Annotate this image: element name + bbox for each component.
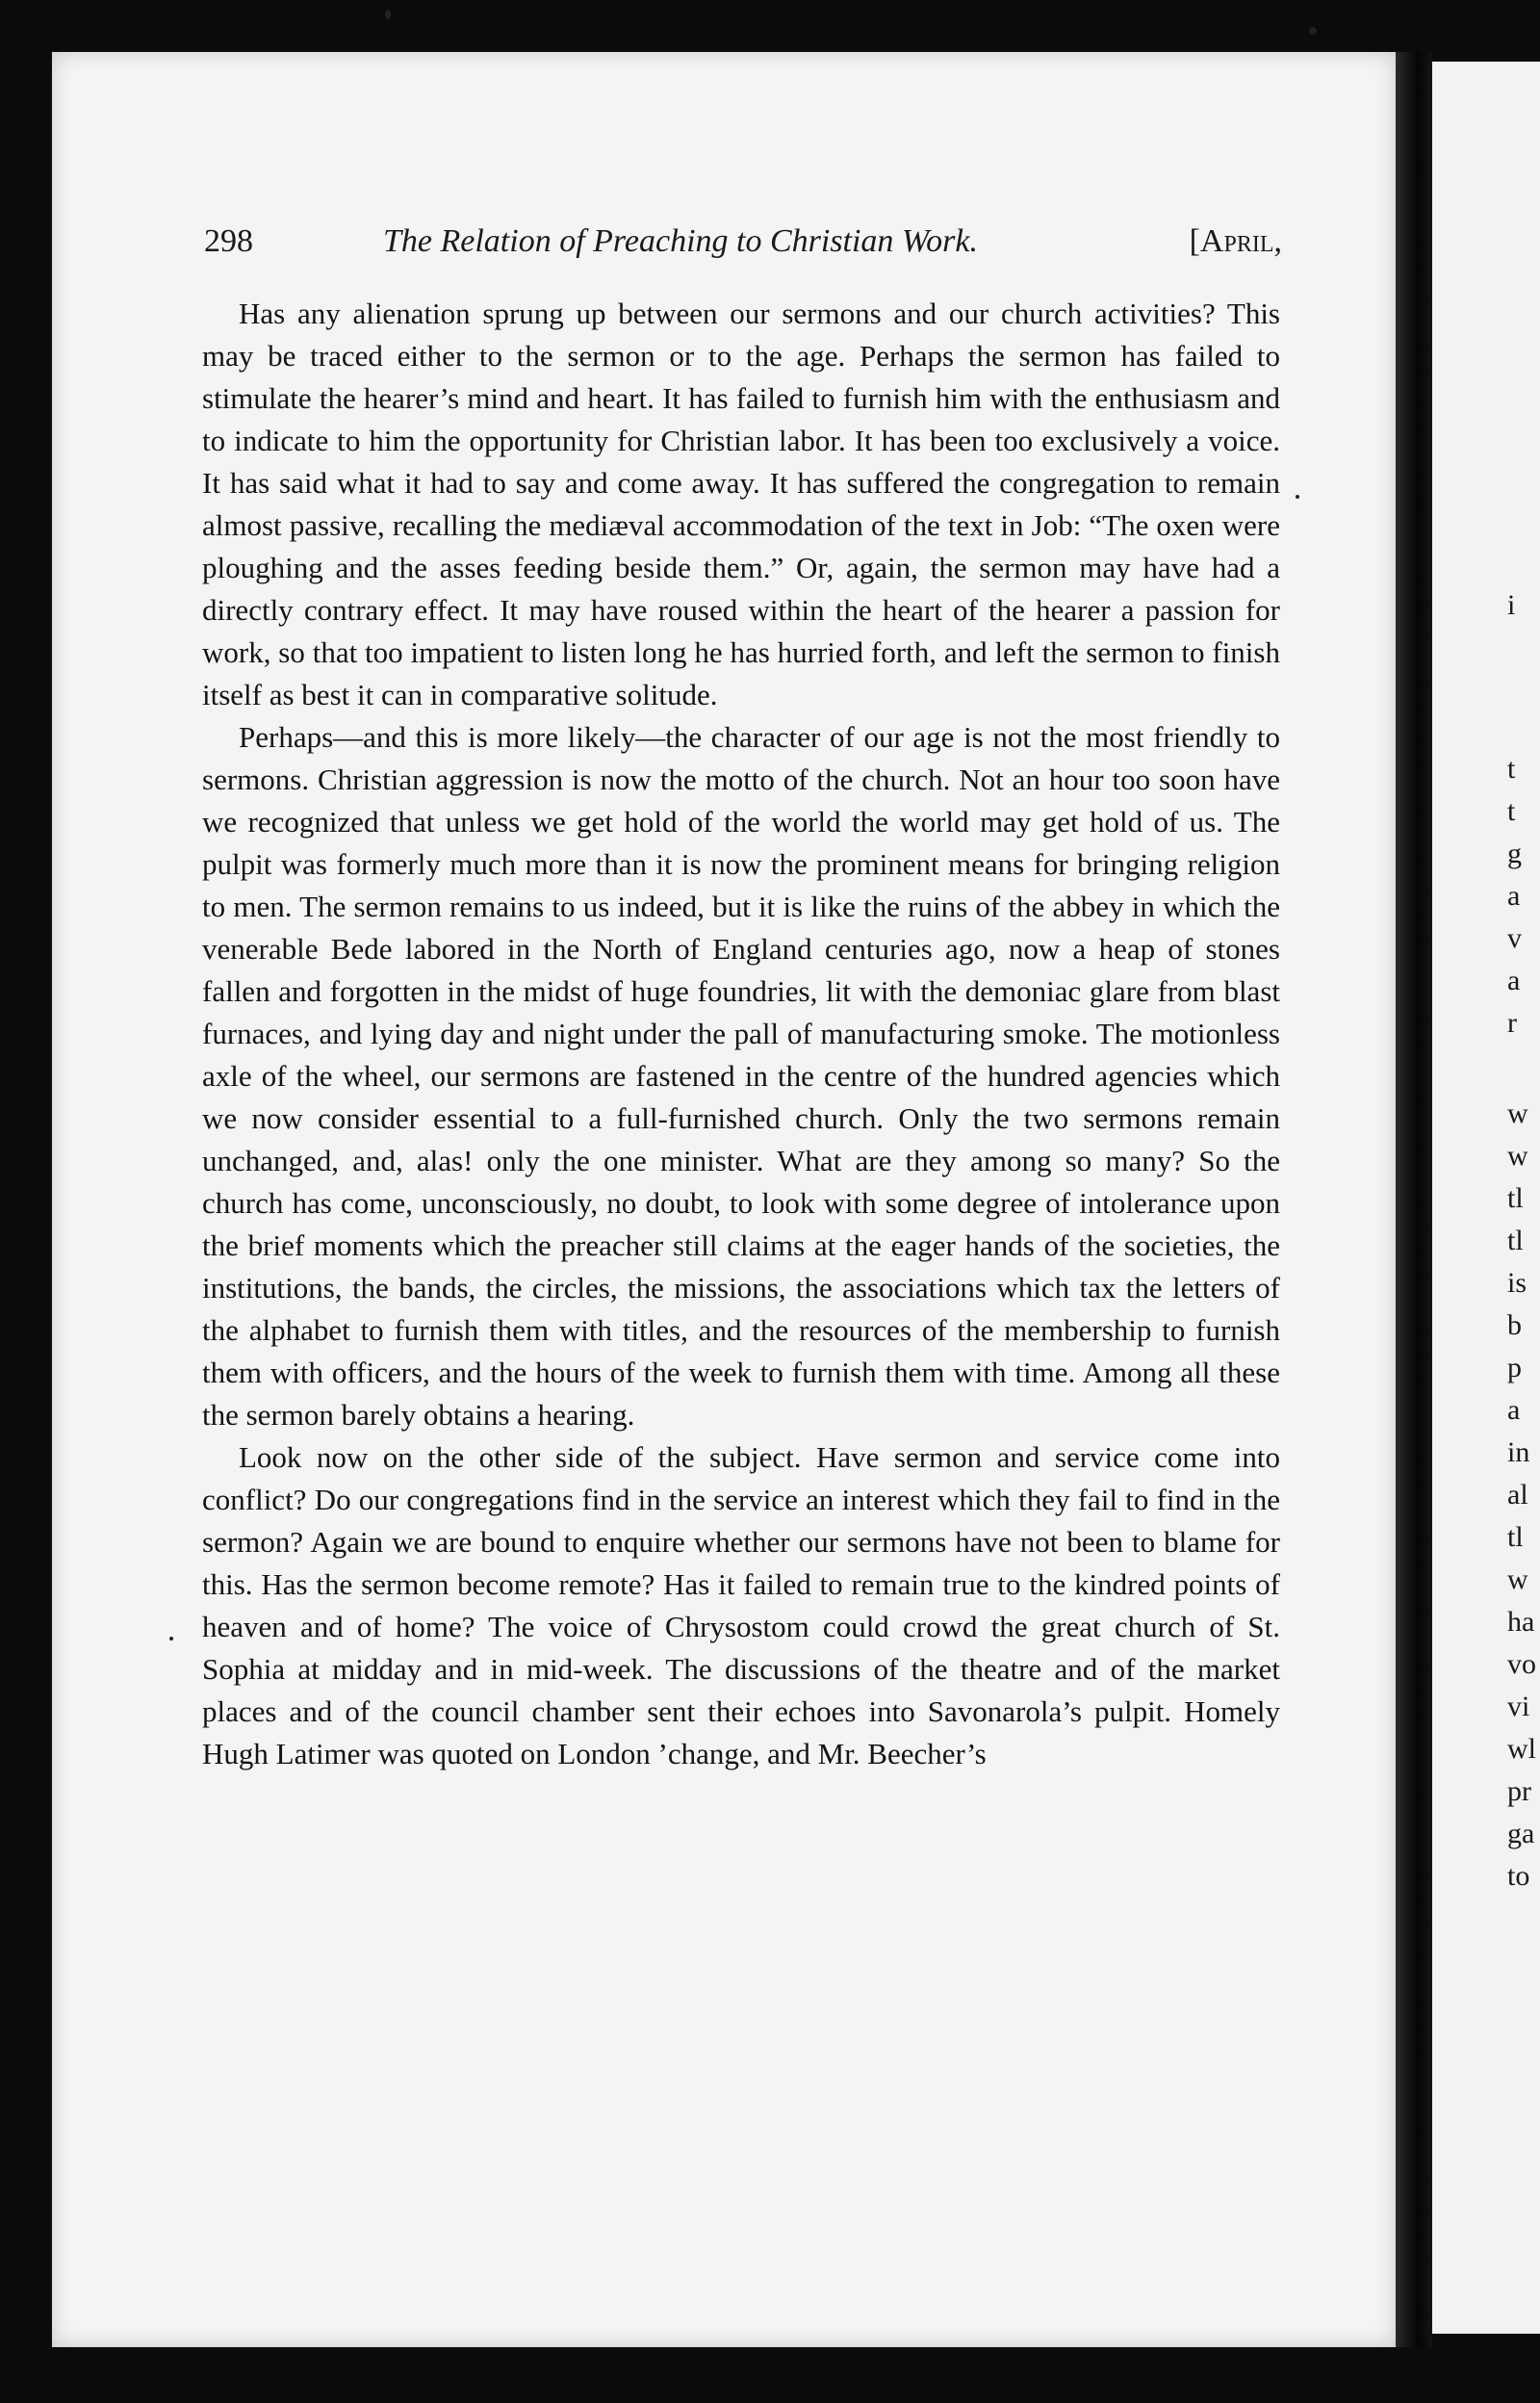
- adjacent-page-fragment: t: [1507, 753, 1516, 785]
- adjacent-page-fragment: w: [1507, 1563, 1528, 1595]
- adjacent-page-fragment: al: [1507, 1479, 1528, 1511]
- running-title: The Relation of Preaching to Christian Work.: [383, 223, 978, 259]
- book-gutter: [1396, 52, 1432, 2347]
- adjacent-page-edge: [1432, 62, 1540, 2334]
- adjacent-page-fragment: r: [1507, 1007, 1517, 1039]
- adjacent-page-fragment: g: [1507, 838, 1522, 869]
- adjacent-page-fragment: t: [1507, 795, 1516, 827]
- paragraph: Has any alienation sprung up between our sermons and our church activities? This may be traced either to the sermon or to the age. Perhaps the sermon has failed to stimulate the hearer’s mind and heart. It has failed to furnish him with the enthusiasm and to indicate to him the opportunity for Christian labor. It has been too exclusively a voice. It has said what it had to say and come away. It has suffered the congregation to remain almost passive, recalling the mediæval accommodation of the text in Job: “The oxen were ploughing and the asses feeding beside them.” Or, again, the sermon may have had a directly contrary effect. It may have roused within the heart of the hearer a passion for work, so that too impatient to listen long he has hurried forth, and left the sermon to finish itself as best it can in comparative solitude.: [202, 297, 1280, 711]
- adjacent-page-fragment: in: [1507, 1436, 1530, 1468]
- adjacent-page-fragment: vi: [1507, 1691, 1530, 1722]
- scan-speck: [1309, 27, 1317, 35]
- adjacent-page-fragment: w: [1507, 1140, 1528, 1172]
- paragraph: Look now on the other side of the subject. Have sermon and service come into conflict? Do our congregations find in the service an interest which they fail to find in the sermon? Again we are bound to enquire whether our sermons have not been to blame for this. Has the sermon become remote? Has it failed to remain true to the kindred points of heaven and of home? The voice of Chrysostom could crowd the great church of St. Sophia at midday and in mid-week. The discussions of the theatre and of the market places and of the council chamber sent their echoes into Savonarola’s pulpit. Homely Hugh Latimer was quoted on London ’change, and Mr. Beecher’s: [202, 1440, 1280, 1770]
- adjacent-page-fragment: v: [1507, 922, 1522, 954]
- adjacent-page-fragment: is: [1507, 1267, 1527, 1299]
- adjacent-page-fragment: pr: [1507, 1775, 1531, 1807]
- paragraph: Perhaps—and this is more likely—the character of our age is not the most friendly to sermons. Christian aggression is now the motto of the church. Not an hour too soon have we recognized that unless we get hold of the world the world may get hold of us. The pulpit was formerly much more than it is now the prominent means for bringing religion to men. The sermon remains to us indeed, but it is like the ruins of the abbey in which the venerable Bede labored in the North of England centuries ago, now a heap of stones fallen and forgotten in the midst of huge foundries, lit with the demoniac glare from blast furnaces, and lying day and night under the pall of manufacturing smoke. The motionless axle of the wheel, our sermons are fastened in the centre of the hundred agencies which we now consider essential to a full-furnished church. Only the two sermons remain unchanged, and, alas! only the one minister. What are they among so many? So the church has come, unconsciously, no doubt, to look with some degree of intolerance upon the brief moments which the preacher still claims at the eager hands of the societies, the institutions, the bands, the circles, the missions, the associations which tax the letters of the alphabet to furnish them with titles, and the resources of the membership to furnish them with officers, and the hours of the week to furnish them with time. Among all these the sermon barely obtains a hearing.: [202, 720, 1280, 1432]
- adjacent-page-fragment: tl: [1507, 1225, 1524, 1256]
- adjacent-page-fragment: i: [1507, 589, 1516, 621]
- scan-speck: [169, 1637, 173, 1641]
- adjacent-page-fragment: wl: [1507, 1733, 1536, 1765]
- adjacent-page-fragment: to: [1507, 1860, 1530, 1892]
- adjacent-page-fragment: a: [1507, 965, 1521, 996]
- running-month: [April,: [1189, 223, 1282, 259]
- scan-speck: [385, 10, 391, 19]
- adjacent-page-fragment: ga: [1507, 1818, 1535, 1849]
- adjacent-page-fragment: a: [1507, 1394, 1521, 1426]
- scan-speck: [1296, 495, 1299, 499]
- adjacent-page-fragment: vo: [1507, 1648, 1536, 1680]
- adjacent-page-fragment: b: [1507, 1309, 1522, 1341]
- adjacent-page-fragment: a: [1507, 880, 1521, 912]
- running-header: [204, 223, 1282, 271]
- adjacent-page-fragment: w: [1507, 1098, 1528, 1129]
- adjacent-page-fragment: p: [1507, 1352, 1522, 1383]
- adjacent-page-fragment: ha: [1507, 1606, 1535, 1638]
- adjacent-page-fragment: tl: [1507, 1521, 1524, 1553]
- adjacent-page-fragment: tl: [1507, 1182, 1524, 1214]
- page-number: 298: [204, 223, 253, 259]
- article-body: [202, 293, 1280, 1775]
